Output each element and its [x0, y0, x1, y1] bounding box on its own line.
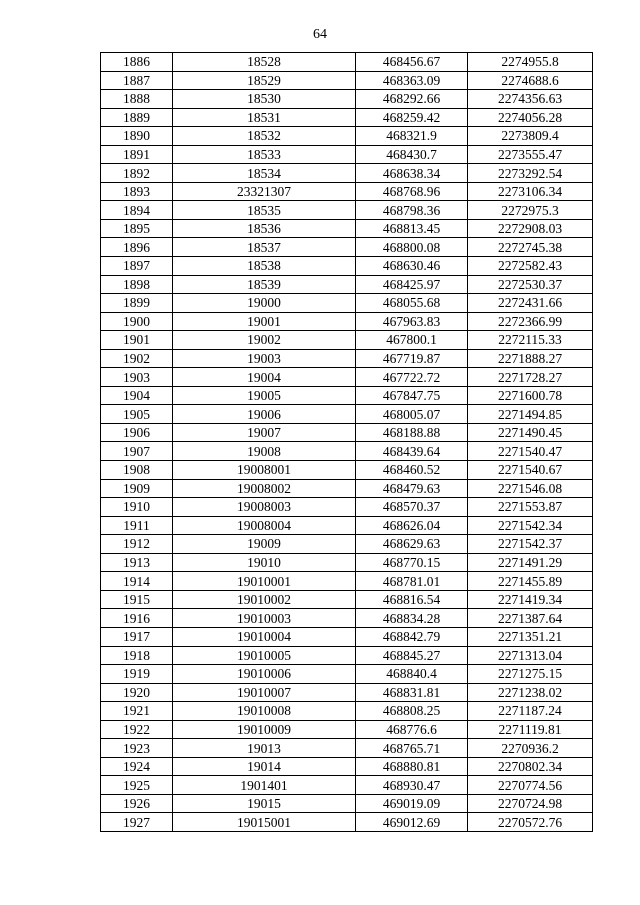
row-index-cell: 1897 — [101, 257, 173, 276]
table-row — [101, 590, 593, 609]
x-coordinate-cell: 468456.67 — [356, 53, 468, 72]
point-id-cell: 19008003 — [173, 498, 356, 517]
row-index-cell: 1901 — [101, 331, 173, 350]
y-coordinate-cell: 2271888.27 — [468, 349, 593, 368]
row-index-cell: 1924 — [101, 757, 173, 776]
row-index-cell: 1898 — [101, 275, 173, 294]
point-id-cell: 18529 — [173, 71, 356, 90]
x-coordinate-cell: 468798.36 — [356, 201, 468, 220]
x-coordinate-cell: 467847.75 — [356, 386, 468, 405]
point-id-cell: 19010005 — [173, 646, 356, 665]
table-row — [101, 646, 593, 665]
table-row — [101, 423, 593, 442]
point-id-cell: 19010 — [173, 553, 356, 572]
point-id-cell: 18539 — [173, 275, 356, 294]
row-index-cell: 1904 — [101, 386, 173, 405]
y-coordinate-cell: 2272582.43 — [468, 257, 593, 276]
row-index-cell: 1899 — [101, 294, 173, 313]
y-coordinate-cell: 2270724.98 — [468, 794, 593, 813]
table-row — [101, 145, 593, 164]
table-row — [101, 349, 593, 368]
row-index-cell: 1919 — [101, 665, 173, 684]
row-index-cell: 1918 — [101, 646, 173, 665]
y-coordinate-cell: 2271540.47 — [468, 442, 593, 461]
x-coordinate-cell: 468816.54 — [356, 590, 468, 609]
y-coordinate-cell: 2272115.33 — [468, 331, 593, 350]
coordinates-table — [100, 52, 593, 832]
row-index-cell: 1913 — [101, 553, 173, 572]
y-coordinate-cell: 2271553.87 — [468, 498, 593, 517]
row-index-cell: 1914 — [101, 572, 173, 591]
row-index-cell: 1888 — [101, 90, 173, 109]
row-index-cell: 1890 — [101, 127, 173, 146]
point-id-cell: 19007 — [173, 423, 356, 442]
x-coordinate-cell: 468930.47 — [356, 776, 468, 795]
point-id-cell: 19010004 — [173, 627, 356, 646]
x-coordinate-cell: 468005.07 — [356, 405, 468, 424]
x-coordinate-cell: 468630.46 — [356, 257, 468, 276]
table-row — [101, 201, 593, 220]
x-coordinate-cell: 468363.09 — [356, 71, 468, 90]
y-coordinate-cell: 2271494.85 — [468, 405, 593, 424]
point-id-cell: 18530 — [173, 90, 356, 109]
row-index-cell: 1917 — [101, 627, 173, 646]
point-id-cell: 18531 — [173, 108, 356, 127]
point-id-cell: 19003 — [173, 349, 356, 368]
row-index-cell: 1912 — [101, 535, 173, 554]
row-index-cell: 1892 — [101, 164, 173, 183]
table-row — [101, 275, 593, 294]
point-id-cell: 19005 — [173, 386, 356, 405]
table-row — [101, 53, 593, 72]
x-coordinate-cell: 468776.6 — [356, 720, 468, 739]
point-id-cell: 19014 — [173, 757, 356, 776]
table-row — [101, 71, 593, 90]
x-coordinate-cell: 468629.63 — [356, 535, 468, 554]
point-id-cell: 18528 — [173, 53, 356, 72]
table-row — [101, 516, 593, 535]
y-coordinate-cell: 2271546.08 — [468, 479, 593, 498]
row-index-cell: 1909 — [101, 479, 173, 498]
point-id-cell: 19013 — [173, 739, 356, 758]
y-coordinate-cell: 2271187.24 — [468, 702, 593, 721]
x-coordinate-cell: 468188.88 — [356, 423, 468, 442]
x-coordinate-cell: 468259.42 — [356, 108, 468, 127]
x-coordinate-cell: 467963.83 — [356, 312, 468, 331]
y-coordinate-cell: 2271313.04 — [468, 646, 593, 665]
point-id-cell: 19010007 — [173, 683, 356, 702]
coordinates-table-body — [101, 53, 593, 832]
point-id-cell: 19015 — [173, 794, 356, 813]
table-row — [101, 757, 593, 776]
point-id-cell: 19008004 — [173, 516, 356, 535]
row-index-cell: 1915 — [101, 590, 173, 609]
row-index-cell: 1908 — [101, 461, 173, 480]
point-id-cell: 1901401 — [173, 776, 356, 795]
x-coordinate-cell: 468813.45 — [356, 219, 468, 238]
table-row — [101, 535, 593, 554]
x-coordinate-cell: 468638.34 — [356, 164, 468, 183]
point-id-cell: 19010008 — [173, 702, 356, 721]
point-id-cell: 19008001 — [173, 461, 356, 480]
row-index-cell: 1907 — [101, 442, 173, 461]
point-id-cell: 19010006 — [173, 665, 356, 684]
row-index-cell: 1916 — [101, 609, 173, 628]
table-row — [101, 479, 593, 498]
row-index-cell: 1902 — [101, 349, 173, 368]
table-row — [101, 405, 593, 424]
point-id-cell: 19006 — [173, 405, 356, 424]
point-id-cell: 19001 — [173, 312, 356, 331]
x-coordinate-cell: 468570.37 — [356, 498, 468, 517]
y-coordinate-cell: 2271275.15 — [468, 665, 593, 684]
y-coordinate-cell: 2271491.29 — [468, 553, 593, 572]
table-row — [101, 627, 593, 646]
table-row — [101, 794, 593, 813]
y-coordinate-cell: 2270572.76 — [468, 813, 593, 832]
y-coordinate-cell: 2270774.56 — [468, 776, 593, 795]
point-id-cell: 19009 — [173, 535, 356, 554]
x-coordinate-cell: 468880.81 — [356, 757, 468, 776]
table-row — [101, 461, 593, 480]
x-coordinate-cell: 467722.72 — [356, 368, 468, 387]
x-coordinate-cell: 468425.97 — [356, 275, 468, 294]
table-row — [101, 182, 593, 201]
x-coordinate-cell: 468479.63 — [356, 479, 468, 498]
table-row — [101, 609, 593, 628]
point-id-cell: 18538 — [173, 257, 356, 276]
y-coordinate-cell: 2271455.89 — [468, 572, 593, 591]
y-coordinate-cell: 2271351.21 — [468, 627, 593, 646]
row-index-cell: 1900 — [101, 312, 173, 331]
row-index-cell: 1895 — [101, 219, 173, 238]
y-coordinate-cell: 2270936.2 — [468, 739, 593, 758]
x-coordinate-cell: 468765.71 — [356, 739, 468, 758]
point-id-cell: 19010002 — [173, 590, 356, 609]
table-row — [101, 553, 593, 572]
x-coordinate-cell: 468292.66 — [356, 90, 468, 109]
table-row — [101, 219, 593, 238]
y-coordinate-cell: 2272530.37 — [468, 275, 593, 294]
row-index-cell: 1926 — [101, 794, 173, 813]
y-coordinate-cell: 2271728.27 — [468, 368, 593, 387]
point-id-cell: 18536 — [173, 219, 356, 238]
point-id-cell: 19000 — [173, 294, 356, 313]
row-index-cell: 1886 — [101, 53, 173, 72]
row-index-cell: 1920 — [101, 683, 173, 702]
x-coordinate-cell: 468770.15 — [356, 553, 468, 572]
table-row — [101, 90, 593, 109]
y-coordinate-cell: 2271238.02 — [468, 683, 593, 702]
row-index-cell: 1894 — [101, 201, 173, 220]
row-index-cell: 1911 — [101, 516, 173, 535]
point-id-cell: 18537 — [173, 238, 356, 257]
x-coordinate-cell: 468781.01 — [356, 572, 468, 591]
table-row — [101, 702, 593, 721]
x-coordinate-cell: 468439.64 — [356, 442, 468, 461]
row-index-cell: 1922 — [101, 720, 173, 739]
y-coordinate-cell: 2272745.38 — [468, 238, 593, 257]
x-coordinate-cell: 468800.08 — [356, 238, 468, 257]
row-index-cell: 1925 — [101, 776, 173, 795]
y-coordinate-cell: 2271540.67 — [468, 461, 593, 480]
row-index-cell: 1893 — [101, 182, 173, 201]
table-row — [101, 572, 593, 591]
table-row — [101, 368, 593, 387]
point-id-cell: 18535 — [173, 201, 356, 220]
y-coordinate-cell: 2272366.99 — [468, 312, 593, 331]
y-coordinate-cell: 2274955.8 — [468, 53, 593, 72]
x-coordinate-cell: 468055.68 — [356, 294, 468, 313]
table-row — [101, 776, 593, 795]
row-index-cell: 1921 — [101, 702, 173, 721]
x-coordinate-cell: 468768.96 — [356, 182, 468, 201]
y-coordinate-cell: 2271600.78 — [468, 386, 593, 405]
point-id-cell: 19008 — [173, 442, 356, 461]
y-coordinate-cell: 2273106.34 — [468, 182, 593, 201]
x-coordinate-cell: 468626.04 — [356, 516, 468, 535]
y-coordinate-cell: 2273809.4 — [468, 127, 593, 146]
y-coordinate-cell: 2274356.63 — [468, 90, 593, 109]
x-coordinate-cell: 468840.4 — [356, 665, 468, 684]
x-coordinate-cell: 468845.27 — [356, 646, 468, 665]
y-coordinate-cell: 2271542.37 — [468, 535, 593, 554]
row-index-cell: 1887 — [101, 71, 173, 90]
x-coordinate-cell: 468842.79 — [356, 627, 468, 646]
y-coordinate-cell: 2272431.66 — [468, 294, 593, 313]
y-coordinate-cell: 2272908.03 — [468, 219, 593, 238]
table-row — [101, 720, 593, 739]
table-row — [101, 238, 593, 257]
table-row — [101, 683, 593, 702]
table-row — [101, 257, 593, 276]
point-id-cell: 19010001 — [173, 572, 356, 591]
table-row — [101, 164, 593, 183]
y-coordinate-cell: 2271387.64 — [468, 609, 593, 628]
x-coordinate-cell: 467800.1 — [356, 331, 468, 350]
table-row — [101, 294, 593, 313]
y-coordinate-cell: 2274688.6 — [468, 71, 593, 90]
point-id-cell: 19004 — [173, 368, 356, 387]
y-coordinate-cell: 2271490.45 — [468, 423, 593, 442]
row-index-cell: 1891 — [101, 145, 173, 164]
point-id-cell: 19002 — [173, 331, 356, 350]
y-coordinate-cell: 2271542.34 — [468, 516, 593, 535]
row-index-cell: 1896 — [101, 238, 173, 257]
x-coordinate-cell: 467719.87 — [356, 349, 468, 368]
y-coordinate-cell: 2270802.34 — [468, 757, 593, 776]
x-coordinate-cell: 469019.09 — [356, 794, 468, 813]
row-index-cell: 1903 — [101, 368, 173, 387]
row-index-cell: 1910 — [101, 498, 173, 517]
table-row — [101, 442, 593, 461]
row-index-cell: 1927 — [101, 813, 173, 832]
page-number: 64 — [313, 27, 327, 42]
x-coordinate-cell: 468430.7 — [356, 145, 468, 164]
y-coordinate-cell: 2272975.3 — [468, 201, 593, 220]
point-id-cell: 19010003 — [173, 609, 356, 628]
table-row — [101, 331, 593, 350]
y-coordinate-cell: 2274056.28 — [468, 108, 593, 127]
point-id-cell: 19010009 — [173, 720, 356, 739]
x-coordinate-cell: 468831.81 — [356, 683, 468, 702]
row-index-cell: 1905 — [101, 405, 173, 424]
y-coordinate-cell: 2271419.34 — [468, 590, 593, 609]
x-coordinate-cell: 468834.28 — [356, 609, 468, 628]
point-id-cell: 18532 — [173, 127, 356, 146]
table-row — [101, 739, 593, 758]
table-row — [101, 665, 593, 684]
table-row — [101, 127, 593, 146]
table-row — [101, 386, 593, 405]
row-index-cell: 1906 — [101, 423, 173, 442]
point-id-cell: 19015001 — [173, 813, 356, 832]
x-coordinate-cell: 468460.52 — [356, 461, 468, 480]
table-row — [101, 312, 593, 331]
x-coordinate-cell: 468321.9 — [356, 127, 468, 146]
y-coordinate-cell: 2273555.47 — [468, 145, 593, 164]
x-coordinate-cell: 468808.25 — [356, 702, 468, 721]
point-id-cell: 19008002 — [173, 479, 356, 498]
x-coordinate-cell: 469012.69 — [356, 813, 468, 832]
table-row — [101, 813, 593, 832]
point-id-cell: 23321307 — [173, 182, 356, 201]
point-id-cell: 18533 — [173, 145, 356, 164]
point-id-cell: 18534 — [173, 164, 356, 183]
table-row — [101, 498, 593, 517]
table-row — [101, 108, 593, 127]
y-coordinate-cell: 2271119.81 — [468, 720, 593, 739]
y-coordinate-cell: 2273292.54 — [468, 164, 593, 183]
row-index-cell: 1923 — [101, 739, 173, 758]
row-index-cell: 1889 — [101, 108, 173, 127]
